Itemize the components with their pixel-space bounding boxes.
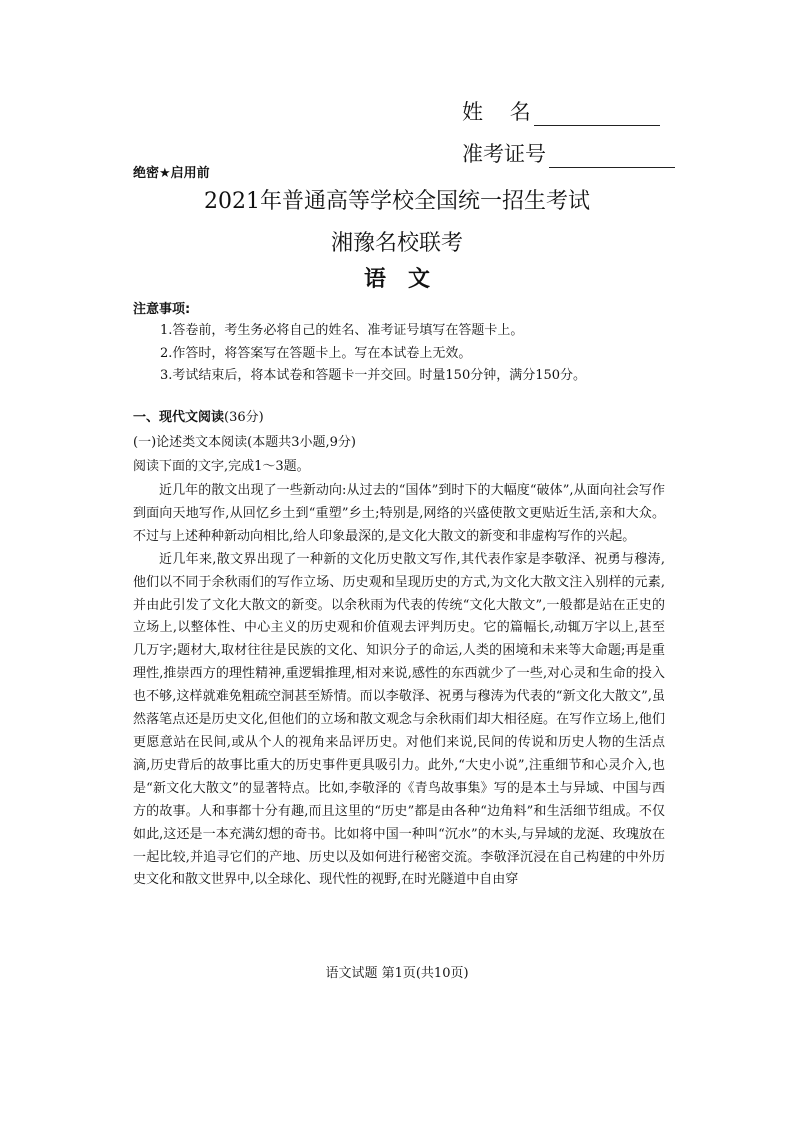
notice-item: 3.考试结束后，将本试卷和答题卡一并交回。时量150分钟，满分150分。	[160, 368, 587, 383]
passage-paragraph: 近几年的散文出现了一些新动向:从过去的“国体”到时下的大幅度“破体”,从面向社会写作到面向天地写作,从回忆乡土到“重塑”乡土;特别是,网络的兴盛使散文更贴近生活,亲和大众。不过与上述种种新动向相比,给人印象最深的,是文化大散文的新变和非虚构写作的兴起。	[133, 483, 665, 544]
passage-paragraph: 近几年来,散文界出现了一种新的文化历史散文写作,其代表作家是李敬泽、祝勇与穆涛,他们以不同于余秋雨们的写作立场、历史观和呈现历史的方式,为文化大散文注入别样的元素,并由此引发了文化大散文的新变。以余秋雨为代表的传统“文化大散文”,一般都是站在正史的立场上,以整体性、中心主义的历史观和价值观去评判历史。它的篇幅长,动辄万字以上,甚至几万字;题材大,取材往往是民族的文化、知识分子的命运,人类的困境和未来等大命题;再是重理性,推崇西方的理性精神,重逻辑推理,相对来说,感性的东西就少了一些,对心灵和生命的投入也不够,这样就难免粗疏空洞甚至矫情。而以李敬泽、祝勇与穆涛为代表的“新文化大散文”,虽然落笔点还是历史文化,但他们的立场和散文观念与余秋雨们却大相径庭。在写作立场上,他们更愿意站在民间,或从个人的视角来品评历史。对他们来说,民间的传说和历史人物的生活点滴,历史背后的故事比重大的历史事件更具吸引力。此外,“大史小说”,注重细节和心灵介入,也是“新文化大散文”的显著特点。比如,李敬泽的《青鸟故事集》写的是本土与异域、中国与西方的故事。人和事都十分有趣,而且这里的“历史”都是由各种“边角料”和生活细节组成。不仅如此,这还是一本充满幻想的奇书。比如将中国一种叫“沉水”的木头,与异域的龙涎、玫瑰放在一起比较,并追寻它们的产地、历史以及如何进行秘密交流。李敬泽沉浸在自己构建的中外历史文化和散文世界中,以全球化、现代性的视野,在时光隧道中自由穿	[133, 551, 665, 888]
notice-list	[160, 320, 660, 388]
reading-passage	[133, 480, 665, 892]
section-heading	[133, 406, 264, 425]
notice-item: 1.答卷前，考生务必将自己的姓名、准考证号填写在答题卡上。	[160, 323, 524, 338]
secret-mark: 绝密★启用前	[133, 166, 210, 181]
section-score: (36分)	[224, 410, 264, 425]
name-field	[462, 96, 660, 126]
sub-section-heading: (一)论述类文本阅读(本题共3小题,9分)	[133, 435, 356, 450]
subject-title: 语文	[363, 266, 452, 292]
id-field	[462, 138, 675, 168]
exam-title: 2021年普通高等学校全国统一招生考试	[204, 189, 590, 214]
notice-item: 2.作答时，将答案写在答题卡上。写在本试卷上无效。	[160, 345, 472, 361]
id-blank	[549, 147, 675, 168]
section-title: 一、现代文阅读	[133, 410, 225, 425]
page-footer: 语文试题 第1页(共10页)	[325, 966, 469, 981]
id-label: 准考证号	[462, 142, 546, 166]
name-blank	[534, 105, 660, 126]
name-label: 姓 名	[462, 100, 531, 124]
notice-heading: 注意事项:	[133, 302, 191, 317]
reading-instruction: 阅读下面的文字,完成1～3题。	[133, 459, 310, 474]
exam-subtitle: 湘豫名校联考	[330, 231, 463, 256]
